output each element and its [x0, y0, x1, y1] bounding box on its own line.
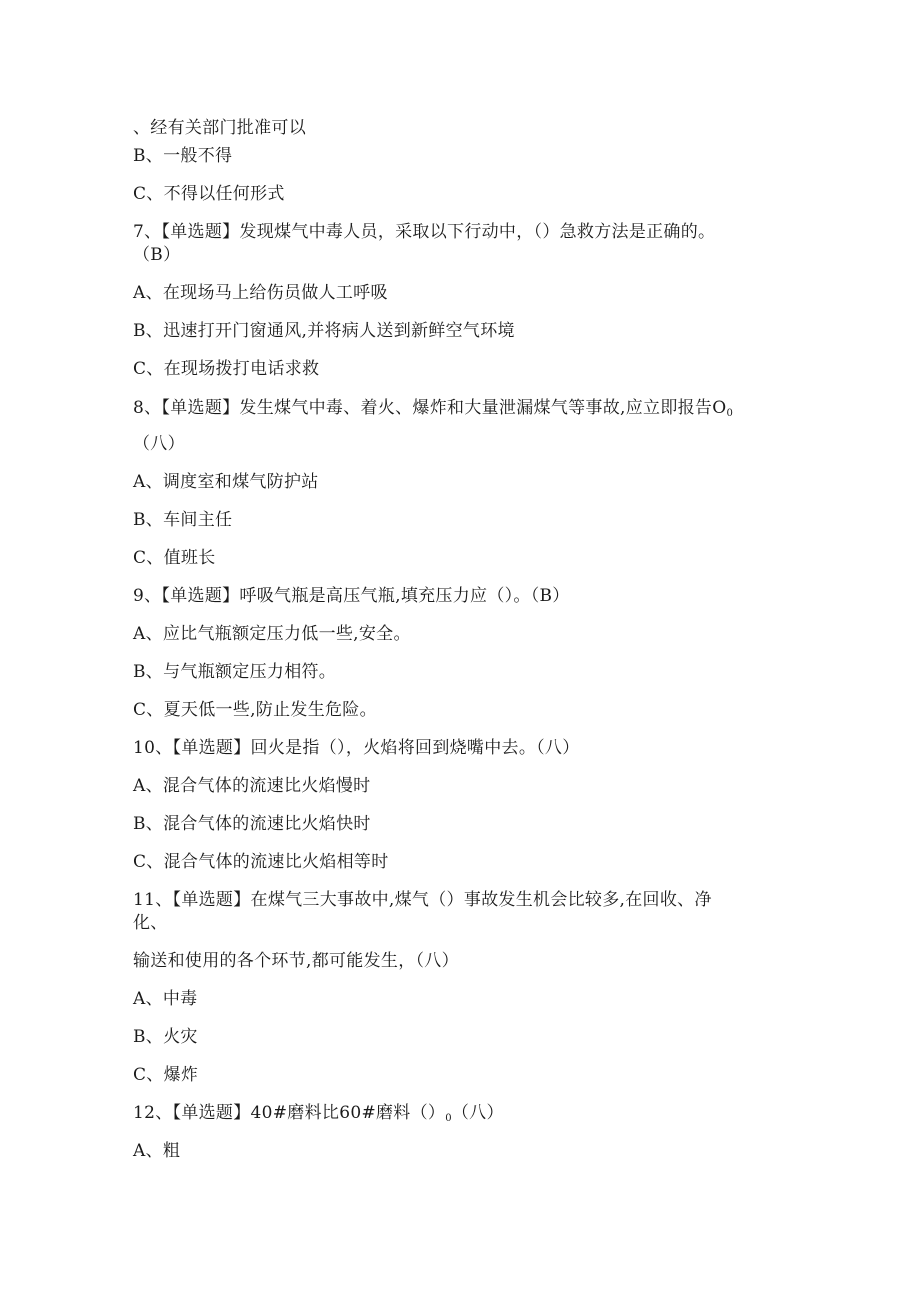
line-text: 输送和使用的各个环节,都可能发生，（八） [133, 951, 459, 971]
text-line [133, 889, 712, 911]
line-text: A、在现场马上给伤员做人工呼吸 [133, 283, 388, 303]
text-line [133, 585, 570, 607]
text-line [133, 851, 389, 873]
text-line [133, 1102, 504, 1130]
line-text: （B） [133, 245, 181, 265]
text-line [133, 358, 319, 380]
subscript-text: 0 [726, 408, 734, 419]
text-line [133, 813, 371, 835]
text-line [133, 912, 168, 934]
line-text: B、与气瓶额定压力相符。 [133, 662, 337, 682]
line-text: A、调度室和煤气防护站 [133, 472, 319, 492]
text-line [133, 1140, 180, 1162]
line-text: A、混合气体的流速比火焰慢时 [133, 776, 371, 796]
line-text: 8、【单选题】发生煤气中毒、着火、爆炸和大量泄漏煤气等事故,应立即报告O [133, 398, 727, 418]
text-line [133, 282, 388, 304]
line-text: B、迅速打开门窗通风,并将病人送到新鲜空气环境 [133, 321, 515, 341]
text-line [133, 145, 232, 167]
line-text: 12、【单选题】40#磨料比60#磨料（） [133, 1103, 446, 1123]
line-text: C、混合气体的流速比火焰相等时 [133, 852, 389, 872]
text-line [133, 244, 180, 266]
line-text: C、在现场拨打电话求救 [133, 359, 320, 379]
text-line [133, 117, 306, 139]
line-text: C、不得以任何形式 [133, 184, 285, 204]
text-line [133, 623, 411, 645]
text-line [133, 471, 319, 493]
text-line [133, 661, 336, 683]
text-line [133, 988, 197, 1010]
line-text: B、车间主任 [133, 510, 233, 530]
text-line [133, 1064, 198, 1086]
text-line [133, 950, 459, 972]
line-text: 7、【单选题】发现煤气中毒人员，采取以下行动中，（）急救方法是正确的。 [133, 222, 716, 242]
line-text: C、夏天低一些,防止发生危险。 [133, 700, 377, 720]
text-line [133, 1026, 198, 1048]
line-text: C、爆炸 [133, 1065, 199, 1085]
line-text: 化、 [133, 913, 168, 933]
text-line [133, 320, 515, 342]
line-text: A、中毒 [133, 989, 198, 1009]
text-line [133, 547, 216, 569]
line-text: 10、【单选题】回火是指（），火焰将回到烧嘴中去。（八） [133, 738, 580, 758]
line-text: 11、【单选题】在煤气三大事故中,煤气（）事故发生机会比较多,在回收、净 [133, 890, 712, 910]
text-line [133, 737, 580, 759]
answer-text: （八） [451, 1103, 504, 1123]
line-text: A、粗 [133, 1141, 181, 1161]
line-text: B、一般不得 [133, 146, 233, 166]
line-text: C、值班长 [133, 548, 216, 568]
text-line [133, 433, 185, 455]
subscript-text: 0 [445, 1113, 452, 1124]
line-text: （八） [133, 434, 185, 454]
line-text: B、混合气体的流速比火焰快时 [133, 814, 371, 834]
text-line [133, 699, 377, 721]
line-text: 、经有关部门批准可以 [133, 118, 306, 138]
text-line [133, 183, 285, 205]
text-line [133, 397, 733, 425]
line-text: B、火灾 [133, 1027, 198, 1047]
text-line [133, 221, 715, 243]
text-line [133, 775, 370, 797]
line-text: A、应比气瓶额定压力低一些,安全。 [133, 624, 411, 644]
text-line [133, 509, 232, 531]
line-text: 9、【单选题】呼吸气瓶是高压气瓶,填充压力应（）。（B） [133, 586, 570, 606]
